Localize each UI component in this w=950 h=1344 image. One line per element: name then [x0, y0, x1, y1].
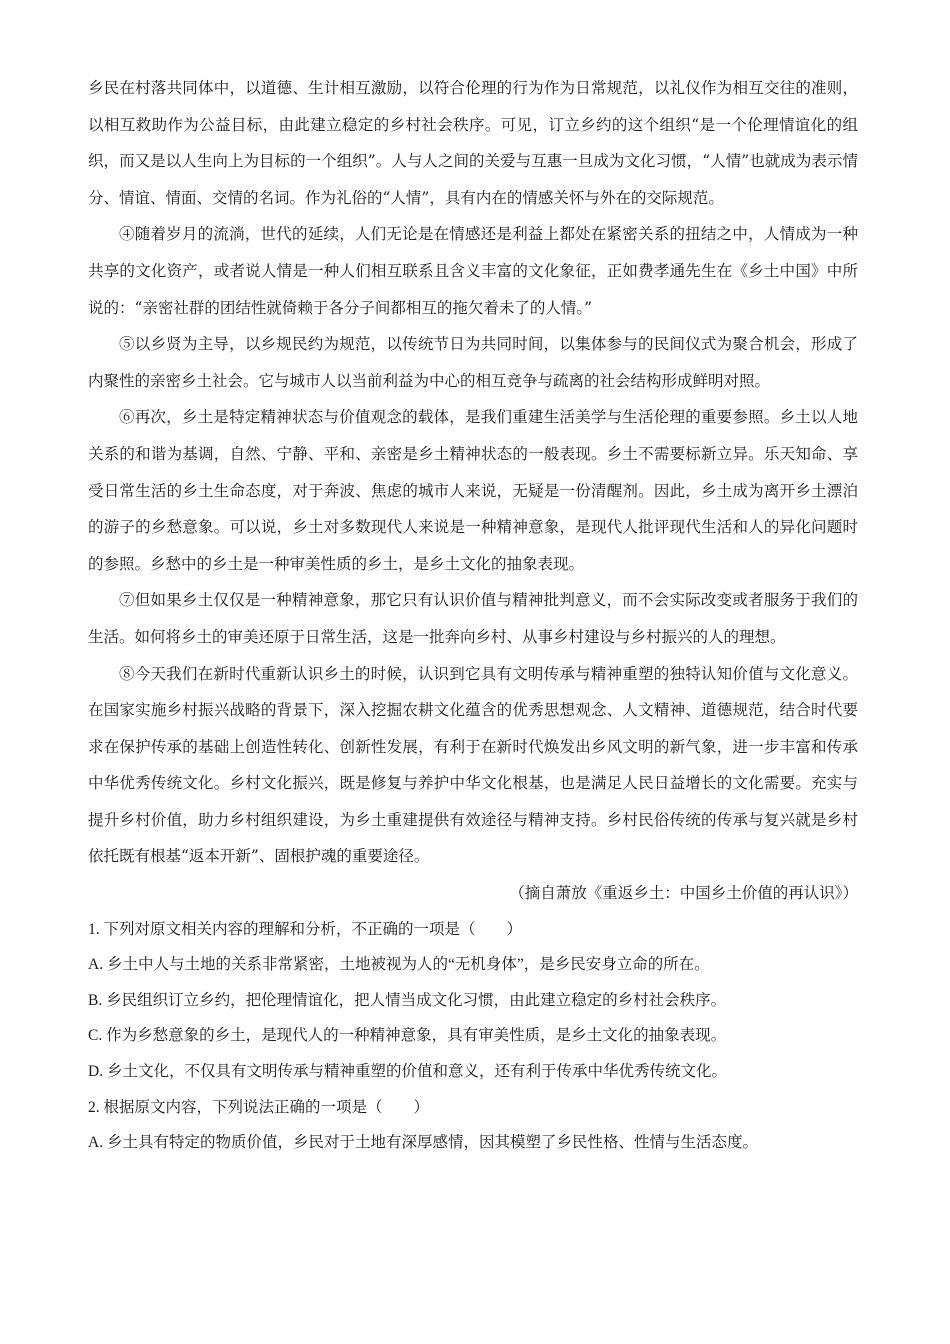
question-1-option-c: C. 作为乡愁意象的乡土，是现代人的一种精神意象，具有审美性质，是乡土文化的抽象表现。	[88, 1027, 727, 1045]
paragraph-7: ⑦但如果乡土仅仅是一种精神意象，那它只有认识价值与精神批判意义，而不会实际改变或者服务于我们的生活。如何将乡土的审美还原于日常生活，这是一批奔向乡村、从事乡村建设与乡村振兴的人的理想。	[88, 591, 858, 646]
question-2-stem: 2. 根据原文内容，下列说法正确的一项是（ ）	[88, 1098, 430, 1116]
paragraph-5: ⑤以乡贤为主导，以乡规民约为规范，以传统节日为共同时间，以集体参与的民间仪式为聚合机会，形成了内聚性的亲密乡土社会。它与城市人以当前利益为中心的相互竞争与疏离的社会结构形成鲜明对照。	[88, 335, 858, 390]
question-1-option-a: A. 乡土中人与土地的关系非常紧密，土地被视为人的“无机身体”，是乡民安身立命的所在。	[88, 956, 710, 974]
paragraph-continued: 乡民在村落共同体中，以道德、生计相互激励，以符合伦理的行为作为日常规范，以礼仪作为相互交往的准则，以相互救助作为公益目标，由此建立稳定的乡村社会秩序。可见，订立乡约的这个组织“是一个伦理情谊化的组织，而又是以人生向上为目标的一个组织”。人与人之间的关爱与互惠一旦成为文化习惯，“人情”也就成为表示情分、情谊、情面、交情的名词。作为礼俗的“人情”，具有内在的情感关怀与外在的交际规范。	[88, 79, 858, 207]
document-page	[88, 70, 858, 1161]
question-1-option-d: D. 乡土文化，不仅具有文明传承与精神重塑的价值和意义，还有利于传承中华优秀传统文化。	[88, 1063, 727, 1081]
question-1-option-b: B. 乡民组织订立乡约，把伦理情谊化，把人情当成文化习惯，由此建立稳定的乡村社会秩序。	[88, 991, 727, 1009]
question-1-stem: 1. 下列对原文相关内容的理解和分析，不正确的一项是（ ）	[88, 920, 523, 938]
paragraph-8: ⑧今天我们在新时代重新认识乡土的时候，认识到它具有文明传承与精神重塑的独特认知价值与文化意义。在国家实施乡村振兴战略的背景下，深入挖掘农耕文化蕴含的优秀思想观念、人文精神、道德规范，结合时代要求在保护传承的基础上创造性转化、创新性发展，有利于在新时代焕发出乡风文明的新气象，进一步丰富和传承中华优秀传统文化。乡村文化振兴，既是修复与养护中华文化根基，也是满足人民日益增长的文化需要。充实与提升乡村价值，助力乡村组织建设，为乡土重建提供有效途径与精神支持。乡村民俗传统的传承与复兴就是乡村依托既有根基“返本开新”、固根护魂的重要途径。	[88, 664, 858, 866]
paragraph-4: ④随着岁月的流淌，世代的延续，人们无论是在情感还是利益上都处在紧密关系的扭结之中，人情成为一种共享的文化资产，或者说人情是一种人们相互联系且含义丰富的文化象征，正如费孝通先生在《乡土中国》中所说的：“亲密社群的团结性就倚赖于各分子间都相互的拖欠着未了的人情。”	[88, 225, 858, 317]
article-source: （摘自萧放《重返乡土：中国乡土价值的再认识》）	[509, 884, 858, 903]
question-2-option-a: A. 乡土具有特定的物质价值，乡民对于土地有深厚感情，因其模塑了乡民性格、性情与生活态度。	[88, 1134, 758, 1152]
paragraph-6: ⑥再次，乡土是特定精神状态与价值观念的载体，是我们重建生活美学与生活伦理的重要参照。乡土以人地关系的和谐为基调，自然、宁静、平和、亲密是乡土精神状态的一般表现。乡土不需要标新立异。乐天知命、享受日常生活的乡土生命态度，对于奔波、焦虑的城市人来说，无疑是一份清醒剂。因此，乡土成为离开乡土漂泊的游子的乡愁意象。可以说，乡土对多数现代人来说是一种精神意象，是现代人批评现代生活和人的异化问题时的参照。乡愁中的乡土是一种审美性质的乡土，是乡土文化的抽象表现。	[88, 408, 858, 573]
